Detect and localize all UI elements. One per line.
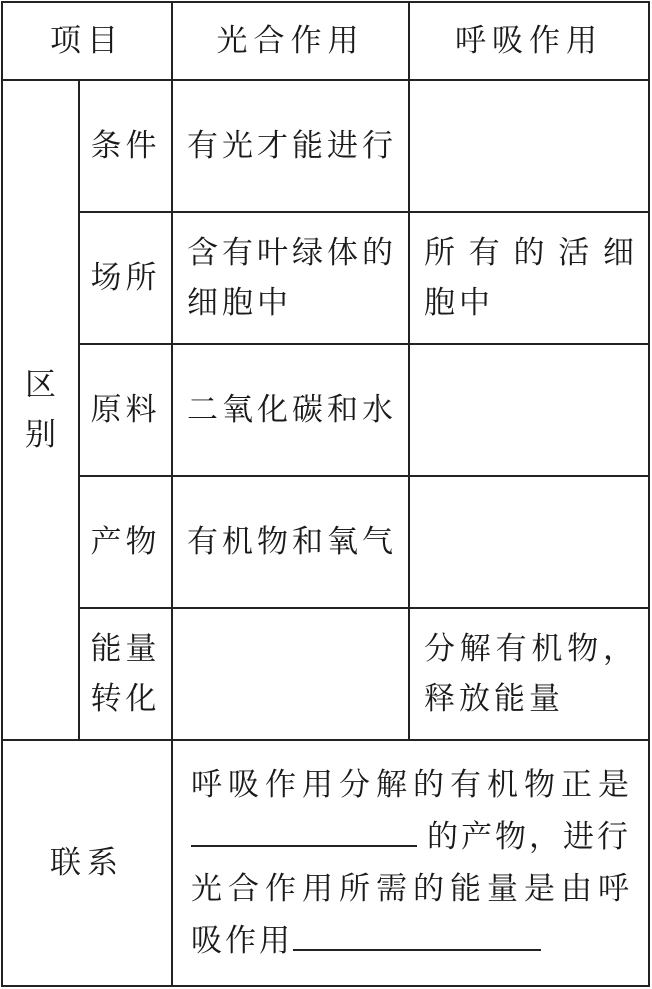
label-condition: 条件 [79,80,172,212]
header-photosynthesis: 光合作用 [172,2,409,80]
row-condition [2,80,649,212]
row-relation [2,740,649,986]
resp-energy: 分解有机物， 释放能量 [409,608,649,740]
row-location [2,212,649,344]
header-row [2,2,649,80]
answer-blank-2[interactable] [293,915,541,951]
resp-products [409,476,649,608]
label-materials: 原料 [79,344,172,476]
difference-char-1: 区 [25,367,56,403]
relation-text [172,740,649,986]
row-products [2,476,649,608]
difference-char-2: 别 [25,417,56,453]
relation-line-3: 光合作用所需的能量是由呼 [191,871,632,907]
relation-label: 联系 [2,740,172,986]
photo-condition: 有光才能进行 [172,80,409,212]
difference-label [2,80,79,740]
relation-line-4: 吸作用 [191,915,632,967]
photo-energy [172,608,409,740]
answer-blank-1[interactable] [191,811,417,847]
relation-line-2: 的产物，进行 [191,811,632,863]
row-energy [2,608,649,740]
header-respiration: 呼吸作用 [409,2,649,80]
resp-location: 所有的活细 胞中 [409,212,649,344]
label-energy: 能量 转化 [79,608,172,740]
photo-materials: 二氧化碳和水 [172,344,409,476]
label-location: 场所 [79,212,172,344]
resp-materials [409,344,649,476]
photo-location: 含有叶绿体的 细胞中 [172,212,409,344]
comparison-table [1,1,650,987]
header-item: 项目 [2,2,172,80]
label-products: 产物 [79,476,172,608]
photo-products: 有机物和氧气 [172,476,409,608]
row-materials [2,344,649,476]
resp-condition [409,80,649,212]
relation-line-1: 呼吸作用分解的有机物正是 [191,767,632,803]
